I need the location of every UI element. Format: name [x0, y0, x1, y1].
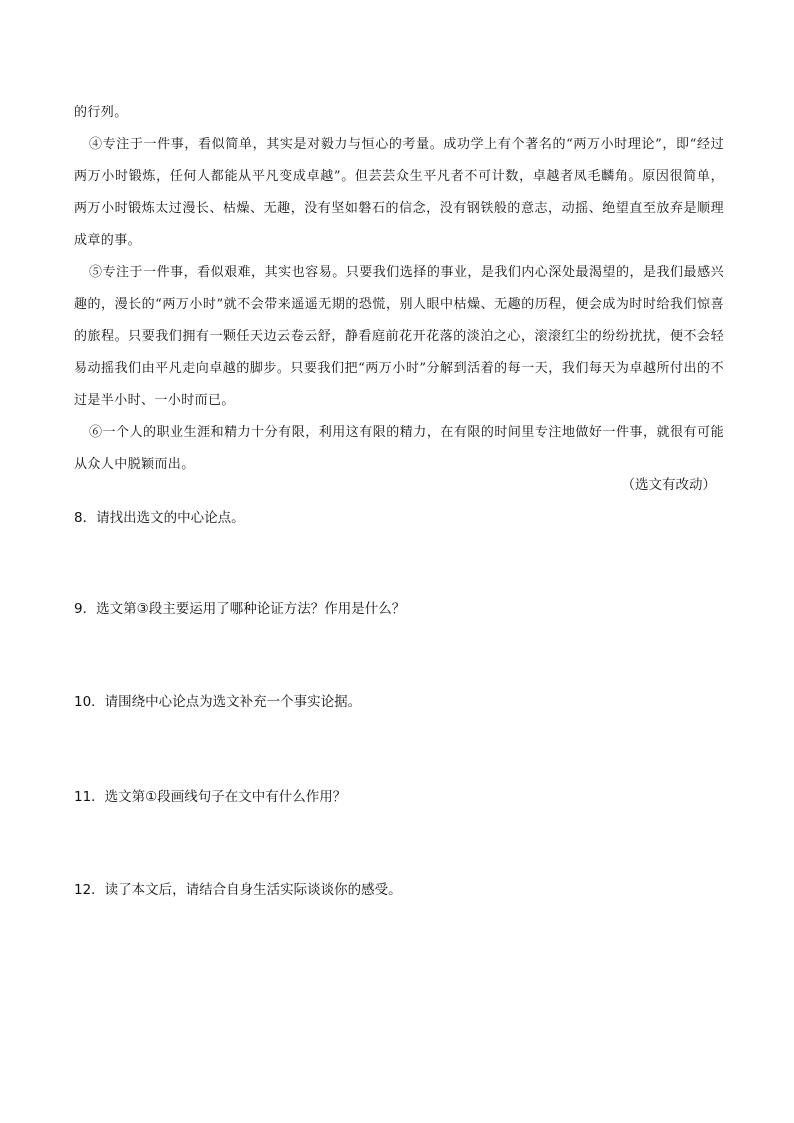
source-note: （选文有改动） — [621, 477, 716, 493]
paragraph-4: ④专注于一件事，看似简单，其实是对毅力与恒心的考量。成功学上有个著名的“两万小时理论”，即“经过两万小时锻炼，任何人都能从平凡变成卓越”。但芸芸众生平凡者不可计数，卓越者凤毛麟角。原因很简单，两万小时锻炼太过漫长、枯燥、无趣，没有坚如磐石的信念，没有钢铁般的意志，动摇、绝望直至放弃是顺理成章的事。 — [74, 137, 724, 248]
paragraph-continuation: 的行列。 — [74, 105, 128, 120]
question-11: 11．选文第①段画线句子在文中有什么作用？ — [74, 789, 347, 805]
paragraph-5: ⑤专注于一件事，看似艰难，其实也容易。只要我们选择的事业，是我们内心深处最渴望的，是我们最感兴趣的，漫长的“两万小时”就不会带来遥遥无期的恐慌，别人眼中枯燥、无趣的历程，便会成为时时给我们惊喜的旅程。只要我们拥有一颗任天边云卷云舒，静看庭前花开花落的淡泊之心，滚滚红尘的纷纷扰扰，便不会轻易动摇我们由平凡走向卓越的脚步。只要我们把“两万小时”分解到活着的每一天，我们每天为卓越所付出的不过是半小时、一小时而已。 — [74, 265, 724, 408]
question-10: 10．请围绕中心论点为选文补充一个事实论据。 — [74, 694, 362, 710]
question-8: 8．请找出选文的中心论点。 — [74, 510, 245, 526]
paragraph-6: ⑥一个人的职业生涯和精力十分有限，利用这有限的精力，在有限的时间里专注地做好一件事，就很有可能从众人中脱颖而出。 — [74, 425, 724, 472]
question-12: 12．读了本文后，请结合自身生活实际谈谈你的感受。 — [74, 882, 402, 898]
question-9: 9．选文第③段主要运用了哪种论证方法？作用是什么？ — [74, 601, 406, 617]
reading-passage — [74, 97, 724, 481]
